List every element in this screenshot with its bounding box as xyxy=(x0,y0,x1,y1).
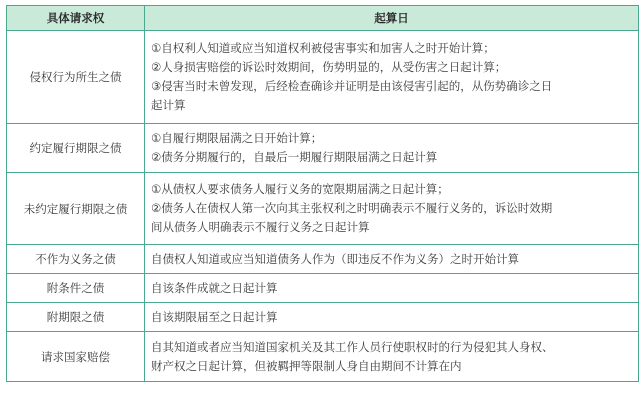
table-header-row xyxy=(7,6,639,31)
claim-type-cell: 约定履行期限之债 xyxy=(7,124,145,173)
claim-type-cell: 不作为义务之债 xyxy=(7,245,145,274)
cell-line: 自该条件成就之日起计算 xyxy=(151,280,278,295)
claim-type-cell: 未约定履行期限之债 xyxy=(7,173,145,245)
limitation-table-container xyxy=(6,5,638,382)
cell-line: ①自履行期限届满之日开始计算； xyxy=(151,131,323,145)
cell-line: 间从债务人明确表示不履行义务之日起计算 xyxy=(151,220,370,234)
cell-line: ②债务人在债权人第一次向其主张权利之时明确表示不履行义务的，诉讼时效期 xyxy=(151,201,553,215)
table-row xyxy=(7,31,639,124)
start-date-cell xyxy=(145,274,639,303)
start-date-cell xyxy=(145,31,639,124)
claim-type-cell: 请求国家赔偿 xyxy=(7,332,145,382)
cell-line: 自债权人知道或应当知道债务人作为（即违反不作为义务）之时开始计算 xyxy=(151,251,519,266)
cell-line: 财产权之日起计算，但被羁押等限制人身自由期间不计算在内 xyxy=(151,358,462,373)
header-start-date: 起算日 xyxy=(145,6,639,31)
start-date-cell xyxy=(145,303,639,332)
table-row xyxy=(7,124,639,173)
start-date-cell xyxy=(145,173,639,245)
cell-line: 自该期限届至之日起计算 xyxy=(151,309,278,324)
table-row xyxy=(7,173,639,245)
table-row xyxy=(7,303,639,332)
claim-type-cell: 附期限之债 xyxy=(7,303,145,332)
claim-type-cell: 侵权行为所生之债 xyxy=(7,31,145,124)
table-row xyxy=(7,274,639,303)
cell-line: ①自权利人知道或应当知道权利被侵害事实和加害人之时开始计算； xyxy=(151,41,495,55)
claim-type-cell: 附条件之债 xyxy=(7,274,145,303)
start-date-cell xyxy=(145,124,639,173)
table-row xyxy=(7,332,639,382)
start-date-cell xyxy=(145,332,639,382)
header-claim-type: 具体请求权 xyxy=(7,6,145,31)
start-date-cell xyxy=(145,245,639,274)
cell-line: ②债务分期履行的，自最后一期履行期限届满之日起计算 xyxy=(151,150,438,164)
cell-line: 起计算 xyxy=(151,98,186,112)
cell-line: ①从债权人要求债务人履行义务的宽限期届满之日起计算； xyxy=(151,182,449,196)
cell-line: ③侵害当时未曾发现，后经检查确诊并证明是由该侵害引起的，从伤势确诊之日 xyxy=(151,79,553,93)
limitation-start-table xyxy=(6,5,639,382)
cell-line: 自其知道或者应当知道国家机关及其工作人员行使职权时的行为侵犯其人身权、 xyxy=(151,339,554,354)
cell-line: ②人身损害赔偿的诉讼时效期间，伤势明显的，从受伤害之日起计算； xyxy=(151,60,507,74)
table-row xyxy=(7,245,639,274)
